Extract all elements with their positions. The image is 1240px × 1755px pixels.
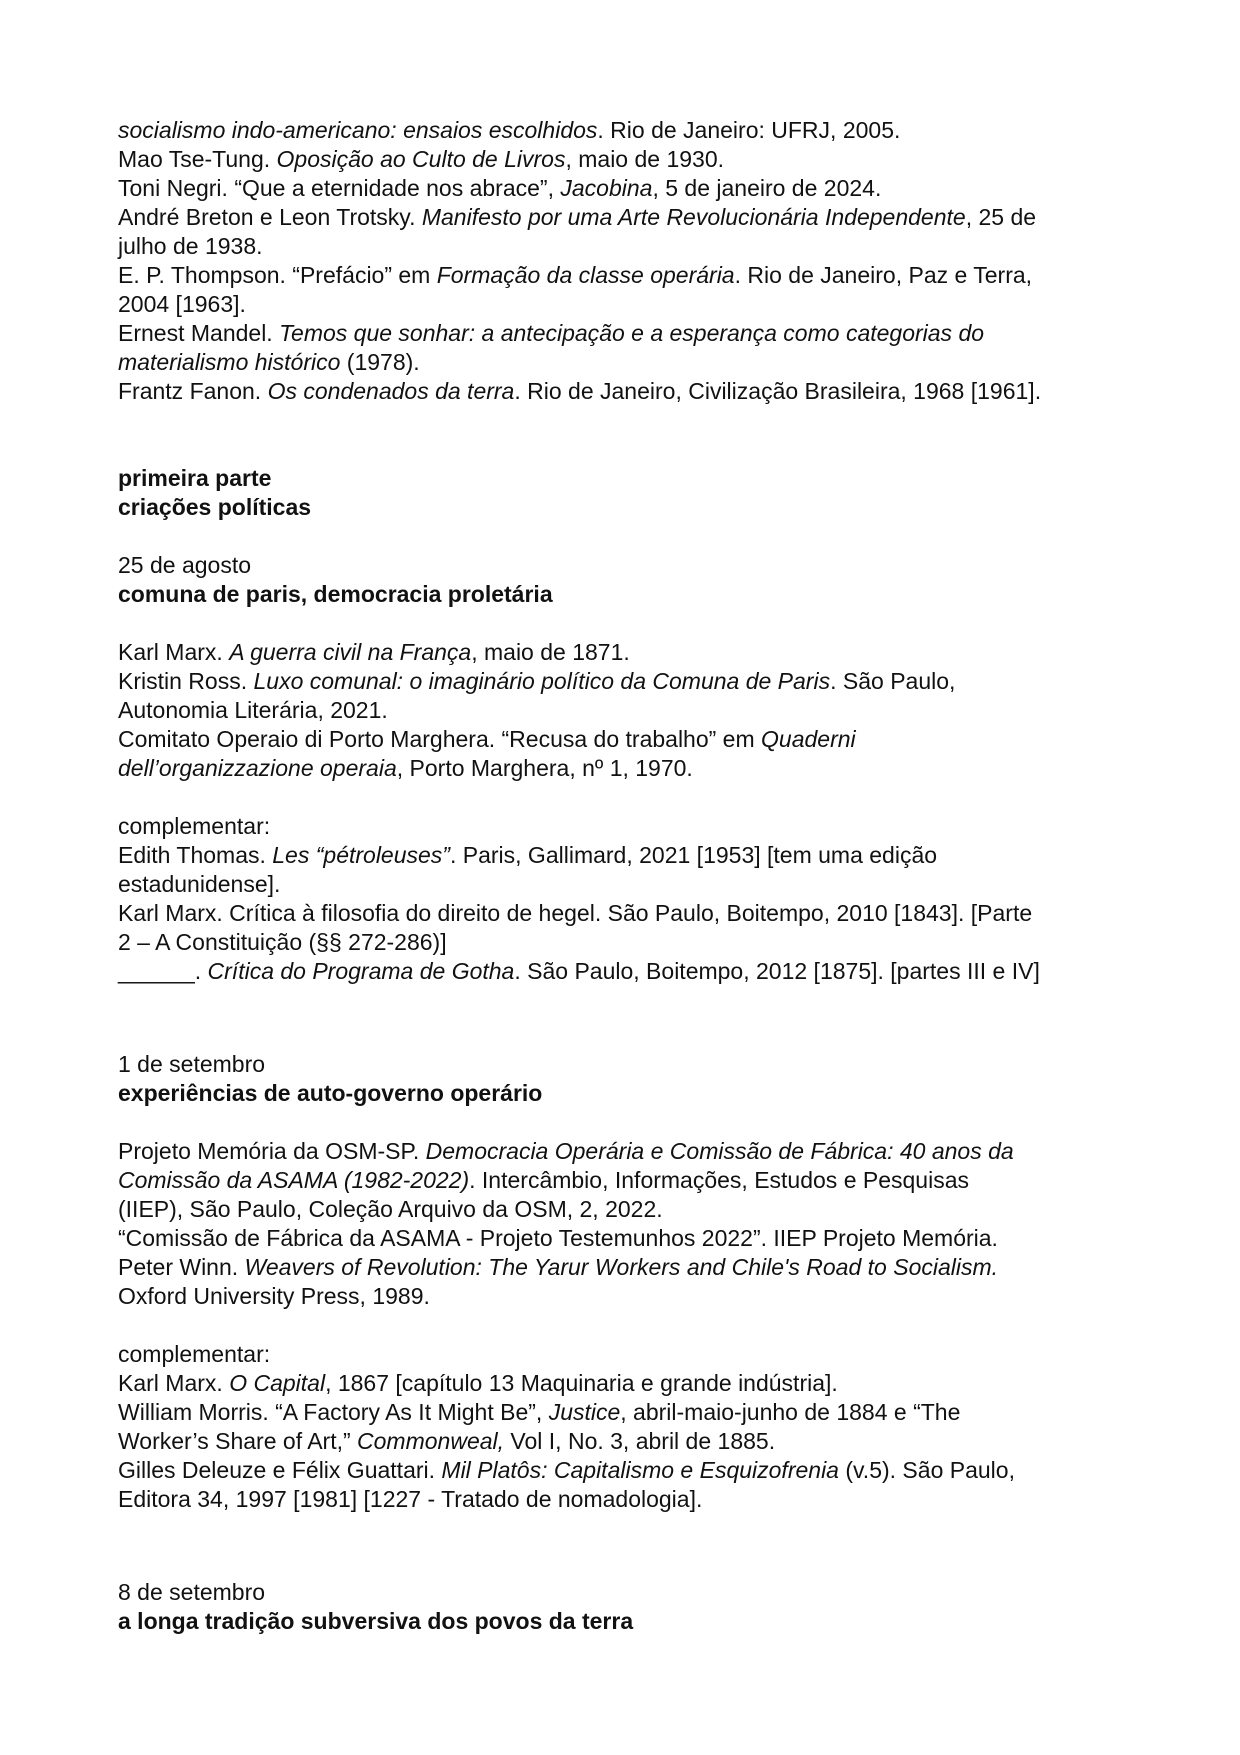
complementary-reading-list (118, 841, 1138, 986)
italic-title-text: Weavers of Revolution: The Yarur Workers and Chile's Road to Socialism. (244, 1254, 999, 1280)
reference-text: André Breton e Leon Trotsky. (118, 204, 422, 230)
reference-line (118, 319, 1138, 348)
complementar-label: complementar: (118, 1341, 271, 1367)
reading-list (118, 1137, 1138, 1311)
complementar-label: complementar: (118, 813, 271, 839)
session-date: 1 de setembro (118, 1051, 266, 1077)
italic-title-text: Commonweal, (357, 1428, 505, 1454)
reference-text: , abril-maio-junho de 1884 e “The (620, 1399, 961, 1425)
reference-text: E. P. Thompson. “Prefácio” em (118, 262, 437, 288)
reference-line (118, 145, 1138, 174)
session-date: 8 de setembro (118, 1579, 266, 1605)
reference-text: . Rio de Janeiro: UFRJ, 2005. (597, 117, 901, 143)
italic-title-text: Formação da classe operária (436, 262, 735, 288)
reference-text: Mao Tse-Tung. (118, 146, 277, 172)
reference-text: Ernest Mandel. (118, 320, 280, 346)
italic-title-text: Oposição ao Culto de Livros (276, 146, 566, 172)
reference-text: Frantz Fanon. (118, 378, 268, 404)
reference-text: , maio de 1930. (565, 146, 725, 172)
reference-text: “Comissão de Fábrica da ASAMA - Projeto Testemunhos 2022”. IIEP Projeto Memória. (118, 1225, 998, 1251)
reference-text: (v.5). São Paulo, (838, 1457, 1015, 1483)
reference-line (118, 1166, 1138, 1195)
italic-title-text: Manifesto por uma Arte Revolucionária Independente (421, 204, 966, 230)
reference-line (118, 957, 1138, 986)
complementary-reading-list (118, 1369, 1138, 1514)
reference-text: Oxford University Press, 1989. (118, 1283, 430, 1309)
session-title: a longa tradição subversiva dos povos da terra (118, 1608, 634, 1634)
reference-line (118, 696, 1138, 725)
reference-line (118, 1195, 1138, 1224)
reference-line (118, 1137, 1138, 1166)
reference-line (118, 841, 1138, 870)
reference-text: , Porto Marghera, nº 1, 1970. (396, 755, 693, 781)
italic-title-text: Quaderni (761, 726, 856, 752)
reference-line (118, 928, 1138, 957)
italic-title-text: A guerra civil na França (229, 639, 472, 665)
reference-line (118, 1427, 1138, 1456)
reference-text: Peter Winn. (118, 1254, 245, 1280)
italic-title-text: Luxo comunal: o imaginário político da Comuna de Paris (253, 668, 831, 694)
reference-line (118, 203, 1138, 232)
reference-line (118, 870, 1138, 899)
italic-title-text: materialismo histórico (118, 349, 341, 375)
reference-line (118, 174, 1138, 203)
reference-text: Autonomia Literária, 2021. (118, 697, 388, 723)
italic-title-text: Democracia Operária e Comissão de Fábrica: 40 anos da (425, 1138, 1014, 1164)
reference-text: Gilles Deleuze e Félix Guattari. (118, 1457, 442, 1483)
italic-title-text: O Capital (229, 1370, 326, 1396)
reference-text: , 5 de janeiro de 2024. (652, 175, 882, 201)
session-title: comuna de paris, democracia proletária (118, 581, 553, 607)
bibliography-list (118, 116, 1138, 406)
reference-text: Karl Marx. (118, 1370, 230, 1396)
reference-text: , 25 de (965, 204, 1037, 230)
reference-line (118, 1398, 1138, 1427)
italic-title-text: Jacobina (560, 175, 653, 201)
italic-title-text: Mil Platôs: Capitalismo e Esquizofrenia (441, 1457, 839, 1483)
reference-text: . Rio de Janeiro, Paz e Terra, (734, 262, 1033, 288)
reference-line (118, 348, 1138, 377)
reference-text: Projeto Memória da OSM-SP. (118, 1138, 426, 1164)
document-page (118, 116, 1138, 1636)
reference-text: (IIEP), São Paulo, Coleção Arquivo da OSM, 2, 2022. (118, 1196, 663, 1222)
reference-line (118, 1253, 1138, 1282)
reference-line (118, 232, 1138, 261)
reference-text: 2 – A Constituição (§§ 272-286)] (118, 929, 447, 955)
reading-list (118, 638, 1138, 783)
reference-line (118, 667, 1138, 696)
reference-text: Editora 34, 1997 [1981] [1227 - Tratado de nomadologia]. (118, 1486, 703, 1512)
reference-line (118, 290, 1138, 319)
italic-title-text: Os condenados da terra (267, 378, 515, 404)
reference-text: Karl Marx. (118, 639, 230, 665)
reference-line (118, 1224, 1138, 1253)
reference-text: , 1867 [capítulo 13 Maquinaria e grande indústria]. (325, 1370, 838, 1396)
reference-line (118, 1369, 1138, 1398)
reference-text: . São Paulo, Boitempo, 2012 [1875]. [partes III e IV] (514, 958, 1040, 984)
italic-title-text: dell’organizzazione operaia (118, 755, 397, 781)
reference-text: Toni Negri. “Que a eternidade nos abrace”, (118, 175, 561, 201)
italic-title-text: Crítica do Programa de Gotha (207, 958, 515, 984)
reference-text: Vol I, No. 3, abril de 1885. (504, 1428, 776, 1454)
reference-line (118, 1456, 1138, 1485)
reference-line (118, 725, 1138, 754)
reference-text: julho de 1938. (118, 233, 263, 259)
session-title: experiências de auto-governo operário (118, 1080, 543, 1106)
italic-title-text: Comissão da ASAMA (1982-2022) (118, 1167, 470, 1193)
reference-line (118, 754, 1138, 783)
reference-text: Worker’s Share of Art,” (118, 1428, 358, 1454)
italic-title-text: Les “pétroleuses” (272, 842, 450, 868)
reference-text: William Morris. “A Factory As It Might Be”, (118, 1399, 549, 1425)
reference-text: , maio de 1871. (471, 639, 630, 665)
reference-text: . São Paulo, (830, 668, 956, 694)
reference-text: 2004 [1963]. (118, 291, 246, 317)
italic-title-text: Justice (548, 1399, 621, 1425)
reference-line (118, 899, 1138, 928)
reference-line (118, 1485, 1138, 1514)
reference-line (118, 261, 1138, 290)
italic-title-text: socialismo indo-americano: ensaios escolhidos (118, 117, 598, 143)
reference-text: . Rio de Janeiro, Civilização Brasileira, 1968 [1961]. (514, 378, 1042, 404)
reference-line (118, 638, 1138, 667)
reference-line (118, 116, 1138, 145)
session-date: 25 de agosto (118, 552, 252, 578)
reference-text: Kristin Ross. (118, 668, 254, 694)
reference-text: . Paris, Gallimard, 2021 [1953] [tem uma edição (449, 842, 938, 868)
reference-line (118, 377, 1138, 406)
part-subtitle: criações políticas (118, 494, 312, 520)
reference-text: Karl Marx. Crítica à filosofia do direito de hegel. São Paulo, Boitempo, 2010 [1843]. [Parte (118, 900, 1033, 926)
part-title: primeira parte (118, 465, 272, 491)
italic-title-text: Temos que sonhar: a antecipação e a esperança como categorias do (279, 320, 985, 346)
reference-text: Edith Thomas. (118, 842, 273, 868)
reference-line (118, 1282, 1138, 1311)
reference-text: estadunidense]. (118, 871, 281, 897)
reference-text: Comitato Operaio di Porto Marghera. “Recusa do trabalho” em (118, 726, 762, 752)
reference-text: (1978). (340, 349, 420, 375)
reference-text: ______. (118, 958, 208, 984)
reference-text: . Intercâmbio, Informações, Estudos e Pesquisas (469, 1167, 969, 1193)
